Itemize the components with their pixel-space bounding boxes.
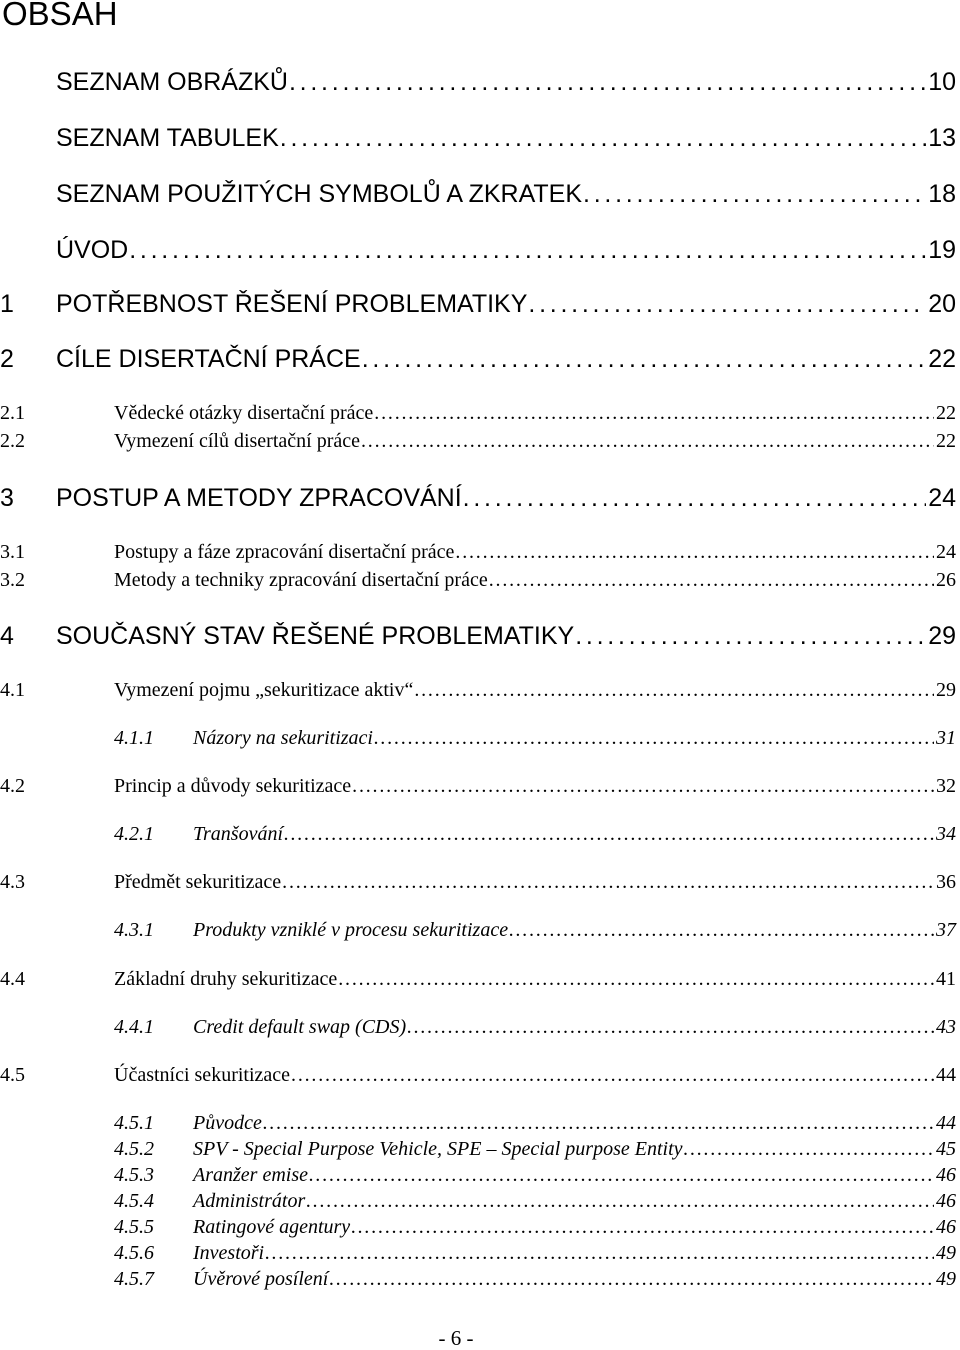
toc-entry-page: 44 xyxy=(936,1064,956,1086)
toc-entry-page: 37 xyxy=(936,919,956,941)
toc-dot-leader xyxy=(338,968,934,991)
toc-entry-page: 45 xyxy=(936,1138,956,1160)
toc-dot-leader xyxy=(509,919,934,942)
toc-entry-title: Tranšování xyxy=(193,823,284,845)
toc-entry-number: 3.1 xyxy=(0,541,25,563)
toc-entry-page: 49 xyxy=(936,1268,956,1290)
toc-entry-page: 32 xyxy=(936,775,956,797)
toc-entry-title: Úvěrové posílení xyxy=(193,1268,329,1290)
toc-entry[interactable] xyxy=(114,1138,956,1161)
toc-entry[interactable] xyxy=(0,541,956,564)
toc-entry-number: 4.3 xyxy=(0,871,25,893)
toc-dot-leader xyxy=(289,68,926,97)
toc-entry-number: 4.5.2 xyxy=(114,1138,154,1160)
toc-entry-number: 2.1 xyxy=(0,402,25,424)
toc-entry-title: Metody a techniky zpracování disertační práce xyxy=(114,569,488,591)
toc-entry[interactable] xyxy=(114,1164,956,1187)
toc-entry-number: 4.5.1 xyxy=(114,1112,154,1134)
toc-entry-title: Vědecké otázky disertační práce xyxy=(114,402,374,424)
toc-entry-number: 4.3.1 xyxy=(114,919,154,941)
toc-entry-title: Účastníci sekuritizace xyxy=(114,1064,291,1086)
toc-entry[interactable] xyxy=(0,775,956,798)
toc-entry-title: ÚVOD xyxy=(56,236,129,264)
toc-dot-leader xyxy=(280,124,926,153)
toc-dot-leader xyxy=(352,775,934,798)
toc-entry-page: 44 xyxy=(936,1112,956,1134)
toc-entry[interactable] xyxy=(0,68,956,97)
toc-entry-title: Administrátor xyxy=(193,1190,306,1212)
toc-entry[interactable] xyxy=(0,124,956,153)
toc-entry-page: 46 xyxy=(936,1164,956,1186)
toc-entry-page: 19 xyxy=(928,236,956,264)
toc-entry[interactable] xyxy=(0,1064,956,1087)
toc-entry[interactable] xyxy=(0,402,956,425)
toc-dot-leader xyxy=(374,727,934,750)
page-title: OBSAH xyxy=(2,0,118,32)
toc-entry[interactable] xyxy=(0,290,956,319)
toc-dot-leader xyxy=(361,430,934,453)
toc-entry-title: SEZNAM POUŽITÝCH SYMBOLŮ A ZKRATEK xyxy=(56,180,583,208)
toc-dot-leader xyxy=(414,679,934,702)
toc-entry-page: 49 xyxy=(936,1242,956,1264)
toc-entry-page: 43 xyxy=(936,1016,956,1038)
toc-dot-leader xyxy=(583,180,926,209)
toc-dot-leader xyxy=(575,622,926,651)
toc-entry-number: 4 xyxy=(0,622,14,650)
toc-entry-title: Princip a důvody sekuritizace xyxy=(114,775,352,797)
toc-dot-leader xyxy=(528,290,926,319)
toc-entry-number: 1 xyxy=(0,290,14,318)
toc-entry[interactable] xyxy=(0,345,956,374)
toc-entry-number: 4.2.1 xyxy=(114,823,154,845)
toc-entry[interactable] xyxy=(114,727,956,750)
toc-entry-page: 31 xyxy=(936,727,956,749)
toc-entry-title: Postupy a fáze zpracování disertační práce xyxy=(114,541,455,563)
toc-entry-number: 2.2 xyxy=(0,430,25,452)
toc-entry[interactable] xyxy=(0,236,956,265)
toc-entry-page: 46 xyxy=(936,1216,956,1238)
toc-dot-leader xyxy=(291,1064,934,1087)
toc-entry-page: 29 xyxy=(936,679,956,701)
toc-entry-page: 20 xyxy=(928,290,956,318)
toc-dot-leader xyxy=(129,236,926,265)
toc-dot-leader xyxy=(374,402,934,425)
toc-entry-page: 36 xyxy=(936,871,956,893)
toc-entry-title: SPV - Special Purpose Vehicle, SPE – Special purpose Entity xyxy=(193,1138,683,1160)
toc-entry-page: 24 xyxy=(936,541,956,563)
toc-entry-number: 4.5.6 xyxy=(114,1242,154,1264)
toc-entry-number: 4.5 xyxy=(0,1064,25,1086)
toc-entry[interactable] xyxy=(0,569,956,592)
toc-entry[interactable] xyxy=(0,430,956,453)
toc-entry-page: 26 xyxy=(936,569,956,591)
toc-entry[interactable] xyxy=(114,1190,956,1213)
toc-entry-page: 29 xyxy=(928,622,956,650)
toc-dot-leader xyxy=(463,484,927,513)
toc-entry-title: Credit default swap (CDS) xyxy=(193,1016,407,1038)
toc-entry-number: 4.1 xyxy=(0,679,25,701)
toc-entry-page: 41 xyxy=(936,968,956,990)
toc-entry-title: CÍLE DISERTAČNÍ PRÁCE xyxy=(56,345,361,373)
toc-entry[interactable] xyxy=(0,871,956,894)
toc-entry-page: 22 xyxy=(936,430,956,452)
toc-entry[interactable] xyxy=(0,622,956,651)
toc-entry[interactable] xyxy=(0,968,956,991)
toc-entry-title: Produkty vzniklé v procesu sekuritizace xyxy=(193,919,509,941)
toc-dot-leader xyxy=(489,569,934,592)
toc-entry-page: 34 xyxy=(936,823,956,845)
toc-dot-leader xyxy=(263,1112,934,1135)
toc-entry-title: Aranžer emise xyxy=(193,1164,308,1186)
toc-entry-title: POTŘEBNOST ŘEŠENÍ PROBLEMATIKY xyxy=(56,290,528,318)
toc-entry-number: 4.1.1 xyxy=(114,727,154,749)
toc-entry[interactable] xyxy=(0,484,956,513)
toc-entry-title: Předmět sekuritizace xyxy=(114,871,282,893)
toc-entry-number: 3.2 xyxy=(0,569,25,591)
toc-entry-title: Ratingové agentury xyxy=(193,1216,351,1238)
toc-dot-leader xyxy=(309,1164,934,1187)
toc-dot-leader xyxy=(329,1268,934,1291)
toc-dot-leader xyxy=(455,541,934,564)
toc-entry-title: Názory na sekuritizaci xyxy=(193,727,373,749)
toc-entry[interactable] xyxy=(0,679,956,702)
toc-entry-number: 2 xyxy=(0,345,14,373)
toc-dot-leader xyxy=(407,1016,934,1039)
toc-entry[interactable] xyxy=(114,1016,956,1039)
toc-dot-leader xyxy=(282,871,934,894)
toc-entry[interactable] xyxy=(114,919,956,942)
page-number: - 6 - xyxy=(438,1326,474,1350)
toc-entry-title: Vymezení pojmu „sekuritizace aktiv“ xyxy=(114,679,414,701)
toc-dot-leader xyxy=(284,823,934,846)
toc-dot-leader xyxy=(306,1190,934,1213)
toc-entry-page: 10 xyxy=(928,68,956,96)
toc-entry-page: 22 xyxy=(936,402,956,424)
toc-entry-page: 46 xyxy=(936,1190,956,1212)
toc-entry-title: Základní druhy sekuritizace xyxy=(114,968,338,990)
toc-dot-leader xyxy=(265,1242,934,1265)
toc-entry-number: 4.5.3 xyxy=(114,1164,154,1186)
toc-entry-number: 4.5.5 xyxy=(114,1216,154,1238)
toc-entry-page: 13 xyxy=(928,124,956,152)
toc-entry-number: 4.4 xyxy=(0,968,25,990)
toc-entry[interactable] xyxy=(114,1112,956,1135)
toc-entry-title: POSTUP A METODY ZPRACOVÁNÍ xyxy=(56,484,462,512)
toc-dot-leader xyxy=(684,1138,934,1161)
toc-entry[interactable] xyxy=(114,1268,956,1291)
toc-entry-title: SEZNAM TABULEK xyxy=(56,124,279,152)
toc-entry-page: 18 xyxy=(928,180,956,208)
toc-entry-title: Investoři xyxy=(193,1242,265,1264)
toc-dot-leader xyxy=(362,345,926,374)
toc-entry[interactable] xyxy=(114,1216,956,1239)
toc-entry[interactable] xyxy=(0,180,956,209)
toc-entry-page: 22 xyxy=(928,345,956,373)
toc-dot-leader xyxy=(351,1216,934,1239)
toc-entry-title: SOUČASNÝ STAV ŘEŠENÉ PROBLEMATIKY xyxy=(56,622,575,650)
toc-entry-title: Vymezení cílů disertační práce xyxy=(114,430,360,452)
toc-entry-title: Původce xyxy=(193,1112,262,1134)
toc-entry-number: 4.4.1 xyxy=(114,1016,154,1038)
toc-entry-number: 4.5.7 xyxy=(114,1268,154,1290)
toc-entry-number: 3 xyxy=(0,484,14,512)
toc-entry-title: SEZNAM OBRÁZKŮ xyxy=(56,68,288,96)
toc-entry-number: 4.5.4 xyxy=(114,1190,154,1212)
toc-entry-page: 24 xyxy=(928,484,956,512)
toc-entry[interactable] xyxy=(114,1242,956,1265)
toc-entry[interactable] xyxy=(114,823,956,846)
toc-entry-number: 4.2 xyxy=(0,775,25,797)
